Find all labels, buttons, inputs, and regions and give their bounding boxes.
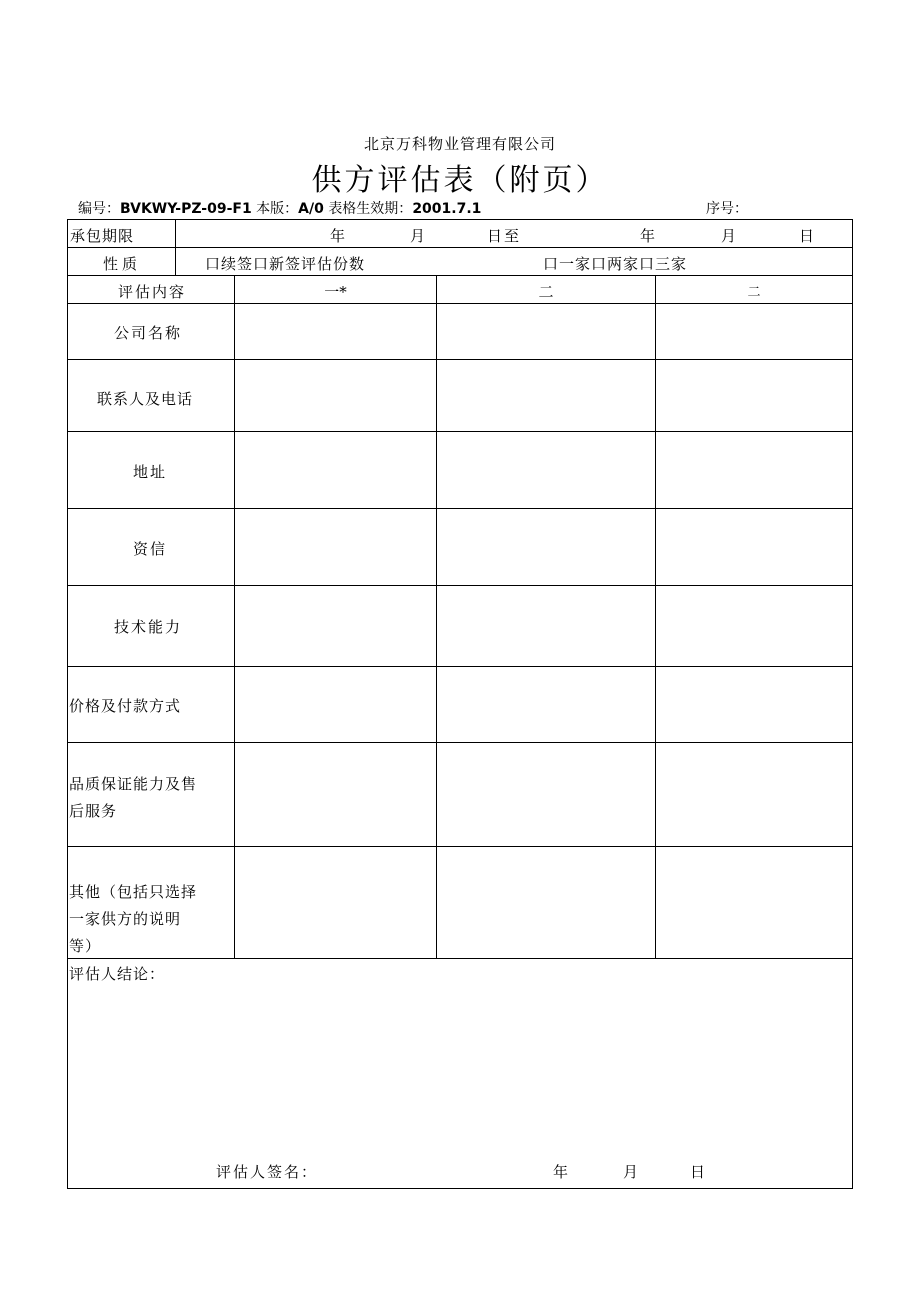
nature-label: 性质	[103, 255, 142, 273]
col-divider	[655, 275, 656, 958]
contract-year-start: 年	[330, 227, 346, 245]
version-value: A/0	[298, 201, 324, 217]
row-label-address: 地址	[133, 463, 168, 481]
row-divider	[67, 359, 853, 360]
version-label: 本版：	[256, 201, 299, 217]
evaluator-conclusion-label: 评估人结论：	[69, 965, 166, 983]
col-divider	[175, 219, 176, 275]
vendor-col-2-header: 二	[538, 283, 554, 301]
nature-options: 口续签口新签评估份数	[205, 255, 366, 273]
row-divider	[67, 303, 853, 304]
vendor-col-1-header: 一*	[324, 283, 347, 301]
row-label-credit: 资信	[133, 540, 168, 558]
sign-year: 年	[553, 1163, 569, 1181]
doc-no-value: BVKWY-PZ-09-F1	[120, 201, 252, 217]
effective-label: 表格生效期：	[328, 201, 413, 217]
table-border-right	[852, 219, 853, 1189]
row-label-technical-ability: 技术能力	[114, 618, 183, 636]
evaluator-signature-label: 评估人签名：	[216, 1163, 319, 1181]
col-divider	[436, 275, 437, 958]
sequence-label: 序号：	[706, 201, 748, 217]
contract-day-to: 日至	[487, 227, 522, 245]
row-label-quality-line: 品质保证能力及售	[69, 775, 198, 793]
row-label-company-name: 公司名称	[114, 324, 183, 342]
row-divider	[67, 742, 853, 743]
row-divider	[67, 508, 853, 509]
table-border-bottom	[67, 1188, 853, 1189]
row-divider	[67, 585, 853, 586]
sign-day: 日	[690, 1163, 706, 1181]
contract-period-label: 承包期限	[70, 227, 135, 245]
row-divider	[67, 958, 853, 959]
contract-year-end: 年	[640, 227, 656, 245]
row-label-other-line: 其他（包括只选择	[69, 883, 198, 901]
vendor-col-3-header: 二	[747, 285, 761, 300]
row-label-other-line: 等）	[69, 937, 102, 955]
document-meta	[78, 198, 481, 218]
table-border-left	[67, 219, 68, 1189]
vendor-count-options: 口一家口两家口三家	[543, 255, 688, 273]
effective-date: 2001.7.1	[412, 201, 482, 217]
row-label-quality-line: 后服务	[69, 802, 118, 820]
row-divider	[67, 431, 853, 432]
contract-month-end: 月	[721, 227, 737, 245]
sign-month: 月	[623, 1163, 639, 1181]
row-divider	[67, 666, 853, 667]
contract-day-end: 日	[799, 227, 815, 245]
row-divider	[67, 247, 853, 248]
row-label-price-payment: 价格及付款方式	[69, 697, 182, 715]
eval-content-header: 评估内容	[118, 283, 187, 301]
page-title: 供方评估表（附页）	[311, 163, 609, 198]
col-divider	[234, 275, 235, 958]
row-divider	[67, 846, 853, 847]
row-label-contact: 联系人及电话	[97, 390, 194, 408]
company-name: 北京万科物业管理有限公司	[363, 135, 556, 153]
contract-month-start: 月	[410, 227, 426, 245]
table-border-top	[67, 219, 853, 220]
row-label-other-line: 一家供方的说明	[69, 910, 182, 928]
doc-no-label: 编号：	[78, 201, 120, 217]
row-divider	[67, 275, 853, 276]
